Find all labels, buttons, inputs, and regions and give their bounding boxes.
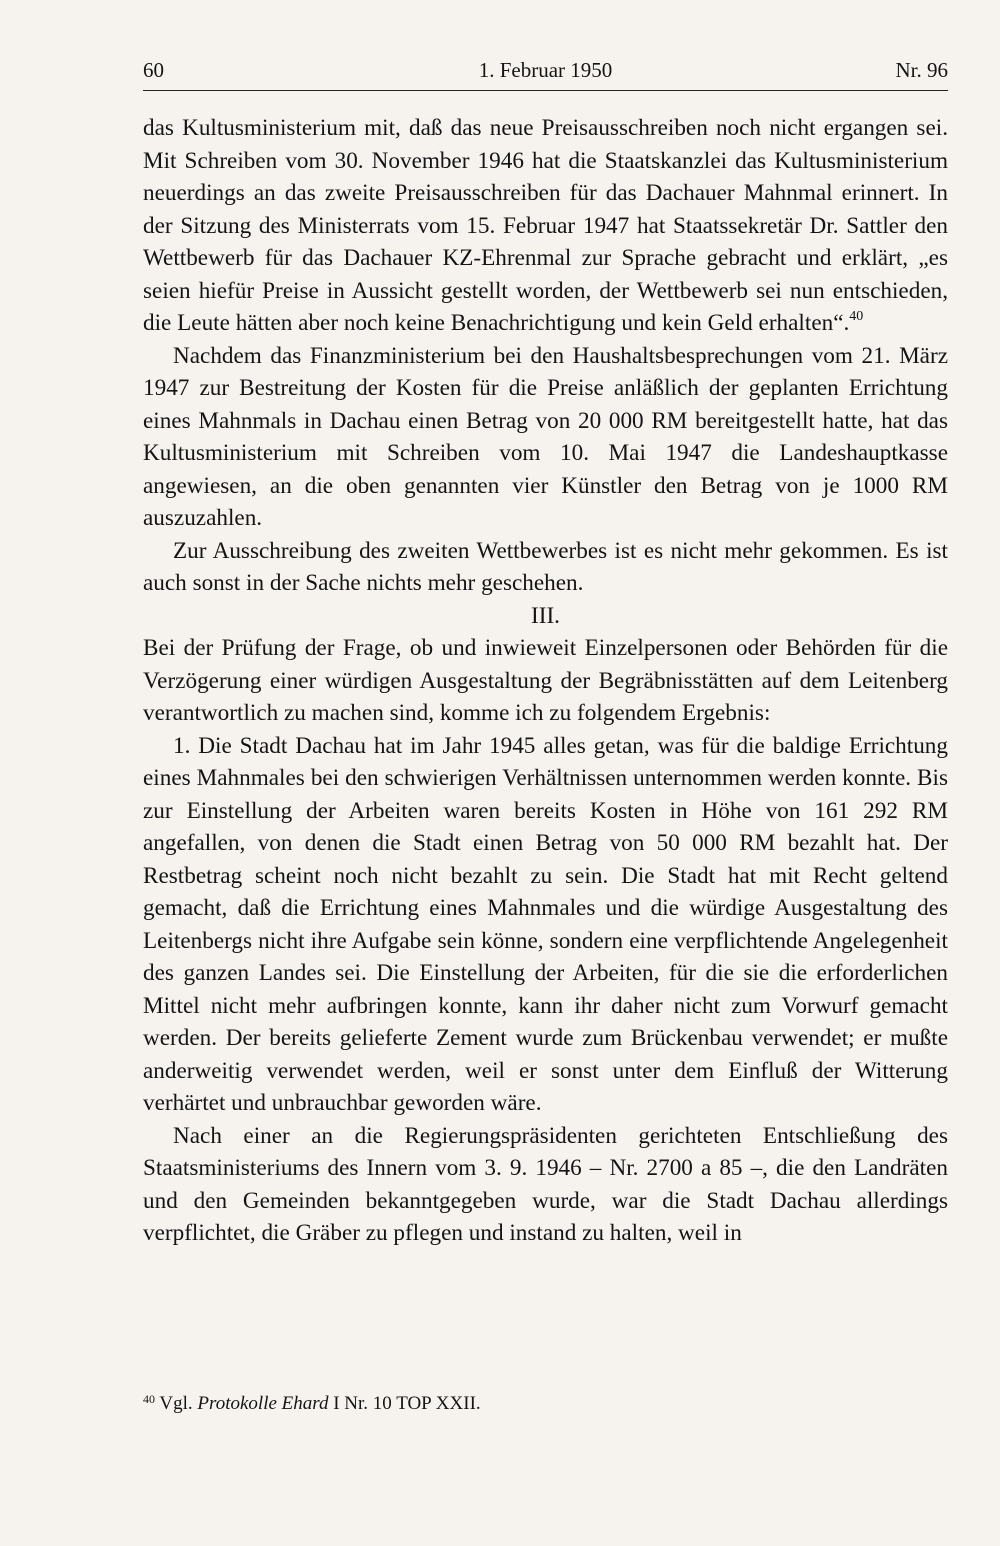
footnote-prefix: Vgl. xyxy=(159,1393,198,1414)
footnote-title: Protokolle Ehard xyxy=(197,1393,329,1414)
paragraph-3: Zur Ausschreibung des zweiten Wettbewerbes ist es nicht mehr gekommen. Es ist auch sonst in der Sache nichts mehr geschehen. xyxy=(143,537,948,596)
header-rule xyxy=(143,90,948,91)
paragraph-6: Nach einer an die Regierungspräsidenten gerichteten Entschließung des Staatsministeriums des Innern vom 3. 9. 1946 – Nr. 2700 a 85 –, die den Landräten und den Gemeinden bekanntgegeben wurde, war die Stadt Dachau allerdings verpflichtet, die Gräber zu pflegen und instand zu halten, weil in xyxy=(143,1122,948,1246)
section-heading: III. xyxy=(531,602,560,629)
paragraph-5: 1. Die Stadt Dachau hat im Jahr 1945 alles getan, was für die baldige Errichtung eines Mahnmales bei den schwierigen Verhältnissen unternommen werden konnte. Bis zur Einstellung der Arbeiten waren bereits Kosten in Höhe von 161 292 RM angefallen, von denen die Stadt einen Betrag von 50 000 RM bezahlt hat. Der Restbetrag scheint noch nicht bezahlt zu sein. Die Stadt hat mit Recht geltend gemacht, daß die Errichtung eines Mahnmales und die würdige Ausgestaltung des Leitenbergs nicht ihre Aufgabe sein könne, sondern eine verpflichtende Angelegenheit des ganzen Landes sei. Die Einstellung der Arbeiten, für die sie die erforderlichen Mittel nicht mehr aufbringen konnte, kann ihr daher nicht zum Vorwurf gemacht werden. Der bereits gelieferte Zement wurde zum Brückenbau verwendet; er mußte anderweitig verwendet werden, weil er sonst unter dem Einfluß der Witterung verhärtet und unbrauchbar geworden wäre. xyxy=(143,732,948,1116)
paragraph-2: Nachdem das Finanzministerium bei den Haushaltsbesprechungen vom 21. März 1947 zur Bestreitung der Kosten für die Preise anläßlich der geplanten Errichtung eines Mahnmals in Dachau einen Betrag von 20 000 RM bereitgestellt hatte, hat das Kultusministerium mit Schreiben vom 10. Mai 1947 die Landeshauptkasse angewiesen, an die oben genannten vier Künstler den Betrag von je 1000 RM auszuzahlen. xyxy=(143,342,948,531)
footnote-number: 40 xyxy=(143,1392,155,1406)
paragraph-1-text: das Kultusministerium mit, daß das neue Preisausschreiben noch nicht ergangen sei. Mit Schreiben vom 30. November 1946 hat die Staatskanzlei das Kultusministerium neuerdings an das zweite Preisausschreiben für das Dachauer Mahnmal erinnert. In der Sitzung des Ministerrats vom 15. Februar 1947 hat Staatssekretär Dr. Sattler den Wettbewerb für das Dachauer KZ-Ehrenmal zur Sprache gebracht und erklärt, „es seien hiefür Preise in Aussicht gestellt worden, der Wettbewerb sei nun entschieden, die Leute hätten aber noch keine Benachrichtigung und kein Geld erhalten“. xyxy=(143,115,948,336)
header-date: 1. Februar 1950 xyxy=(478,58,613,82)
footnote-reference: 40 xyxy=(849,309,864,324)
paragraph-4: Bei der Prüfung der Frage, ob und inwieweit Einzelpersonen oder Behörden für die Verzögerung einer würdigen Ausgestaltung der Begräbnisstätten auf dem Leitenberg verantwortlich zu machen sind, komme ich zu folgendem Ergebnis: xyxy=(143,635,948,726)
issue-number: Nr. 96 xyxy=(895,58,948,82)
footnote xyxy=(143,1392,948,1416)
running-header xyxy=(143,58,948,88)
page-number: 60 xyxy=(143,58,164,82)
footnote-suffix: I Nr. 10 TOP XXII. xyxy=(328,1393,481,1414)
paragraph-1 xyxy=(143,112,948,340)
main-text xyxy=(143,112,948,1250)
